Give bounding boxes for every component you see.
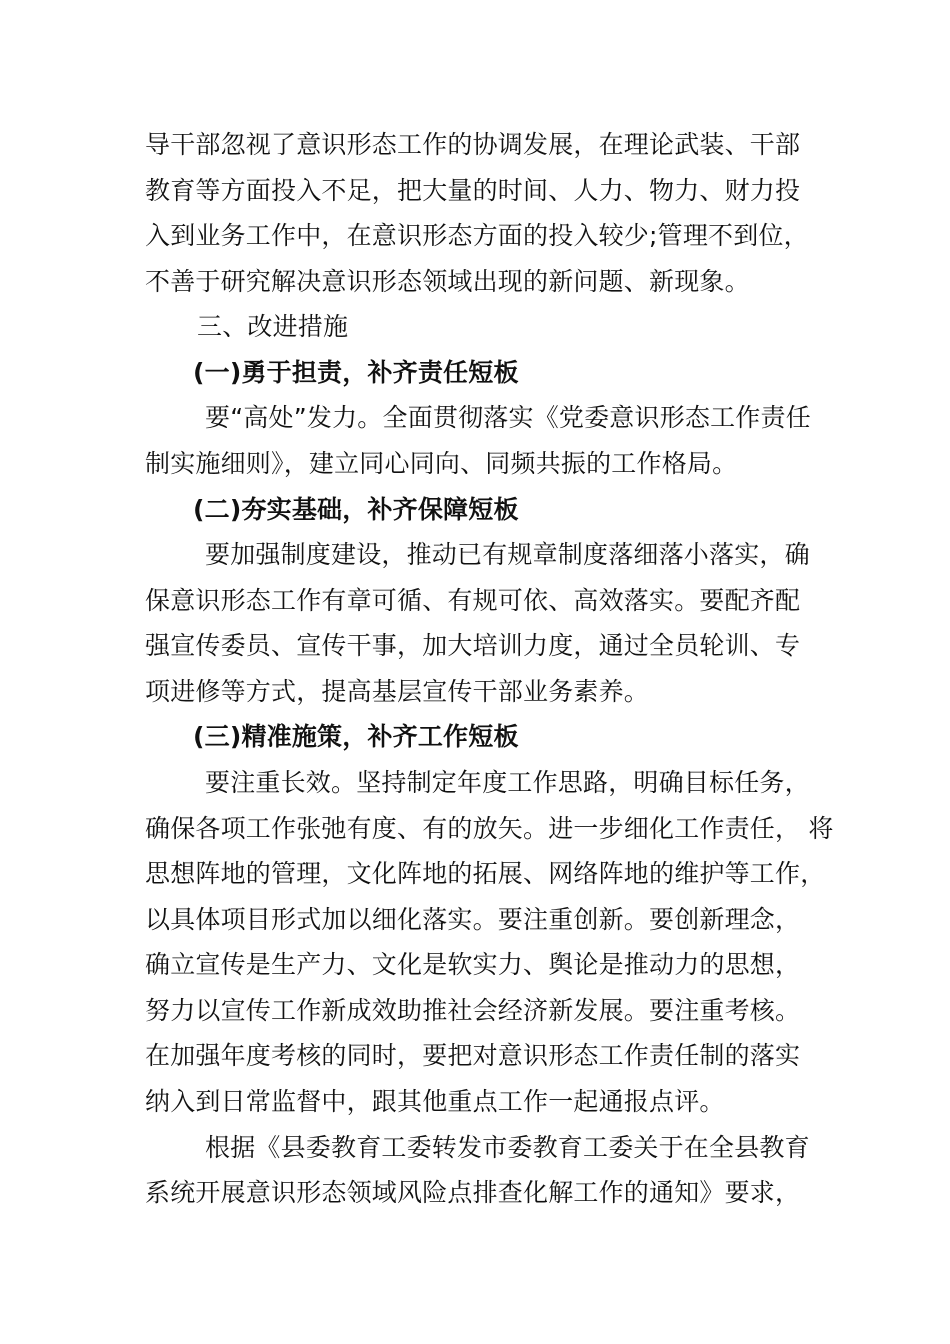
subsection-heading-2: (二)夯实基础，补齐保障短板 [193,495,519,524]
paragraph-line: 要注重长效。坚持制定年度工作思路，明确目标任务， [205,768,810,797]
paragraph-line: 确立宣传是生产力、文化是软实力、舆论是推动力的思想， [145,950,801,979]
paragraph-line: 根据《县委教育工委转发市委教育工委关于在全县教育 [205,1133,810,1162]
paragraph-line: 项进修等方式，提高基层宣传干部业务素养。 [145,677,650,706]
paragraph-line: 导干部忽视了意识形态工作的协调发展，在理论武装、干部 [145,130,801,159]
paragraph-line: 要“高处”发力。全面贯彻落实《党委意识形态工作责任 [205,403,811,432]
paragraph-line: 系统开展意识形态领域风险点排查化解工作的通知》要求， [145,1178,801,1207]
paragraph-line: 入到业务工作中，在意识形态方面的投入较少;管理不到位， [145,221,809,250]
subsection-heading-3: (三)精准施策，补齐工作短板 [193,722,519,751]
paragraph-line: 要加强制度建设，推动已有规章制度落细落小落实，确 [205,540,810,569]
paragraph-line: 努力以宣传工作新成效助推社会经济新发展。要注重考核。 [145,996,801,1025]
paragraph-line: 在加强年度考核的同时，要把对意识形态工作责任制的落实 [145,1041,801,1070]
paragraph-line: 教育等方面投入不足，把大量的时间、人力、物力、财力投 [145,176,801,205]
paragraph-line: 强宣传委员、宣传干事，加大培训力度，通过全员轮训、专 [145,631,801,660]
paragraph-line: 不善于研究解决意识形态领域出现的新问题、新现象。 [145,267,750,296]
subsection-heading-1: (一)勇于担责，补齐责任短板 [193,358,519,387]
paragraph-line: 确保各项工作张弛有度、有的放矢。进一步细化工作责任， 将 [145,814,834,843]
paragraph-line: 制实施细则》，建立同心同向、同频共振的工作格局。 [145,449,738,478]
paragraph-line: 以具体项目形式加以细化落实。要注重创新。要创新理念， [145,905,801,934]
section-heading: 三、改进措施 [197,312,349,341]
paragraph-line: 纳入到日常监督中，跟其他重点工作一起通报点评。 [145,1087,725,1116]
paragraph-line: 思想阵地的管理，文化阵地的拓展、网络阵地的维护等工作， [145,859,826,888]
paragraph-line: 保意识形态工作有章可循、有规可依、高效落实。要配齐配 [145,586,801,615]
